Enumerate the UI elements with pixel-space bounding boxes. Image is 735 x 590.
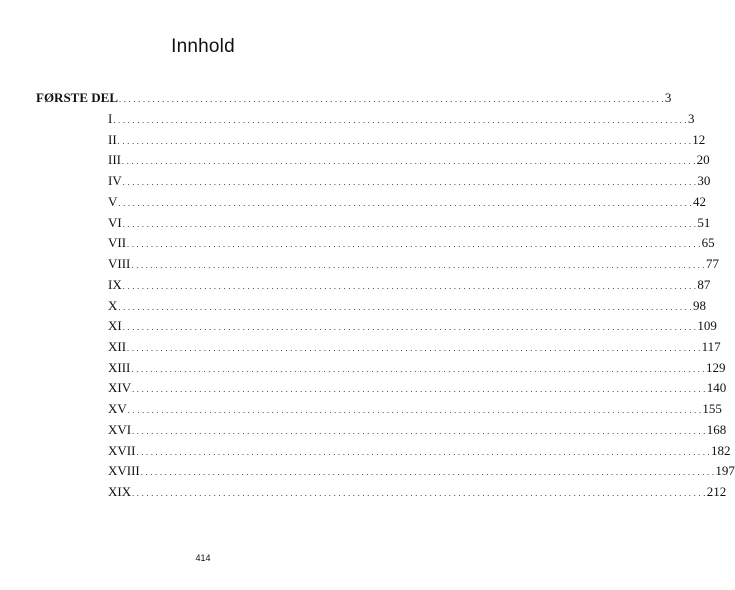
toc-chapter-page: 42 xyxy=(693,193,706,209)
toc-entry-chapter[interactable] xyxy=(108,359,726,377)
toc-chapter-label: I xyxy=(108,111,113,126)
toc-part-page: 3 xyxy=(664,90,672,105)
toc-entry-chapter[interactable] xyxy=(108,255,719,273)
toc-chapter-page: 212 xyxy=(706,484,727,499)
toc-chapter-page: 20 xyxy=(696,152,710,168)
toc-chapter-label: IV xyxy=(108,173,122,189)
toc-entry-chapter[interactable] xyxy=(108,131,706,149)
toc-dot-leader: . . . . . . . . . . . . . . . . . . . . . . . . . . . . . . . . . . . . . . . . . . . . . . . . . . . . . . . . . . . . . . . . . . . . . . . . . . . . . . . . . . . . . . . . . . . . . . . . . . . . . . . . . . . . . . . . . . . . . . . . xyxy=(127,406,702,416)
toc-entry-chapter[interactable] xyxy=(108,338,721,356)
toc-dot-leader: . . . . . . . . . . . . . . . . . . . . . . . . . . . . . . . . . . . . . . . . . . . . . . . . . . . . . . . . . . . . . . . . . . . . . . . . . . . . . . . . . . . . . . . . . . . . . . . . . . . . . . . . . . . . . . . . . . . . . . . . xyxy=(127,343,701,353)
toc-chapter-label: VIII xyxy=(108,256,131,271)
toc-dot-leader: . . . . . . . . . . . . . . . . . . . . . . . . . . . . . . . . . . . . . . . . . . . . . . . . . . . . . . . . . . . . . . . . . . . . . . . . . . . . . . . . . . . . . . . . . . . . . . . . . . . . . . . . . . . . . . . . . . . . . . . . xyxy=(113,116,687,125)
toc-entry-chapter[interactable] xyxy=(108,442,731,460)
toc-chapter-page: 109 xyxy=(697,318,717,334)
toc-chapter-label: XV xyxy=(108,401,127,417)
toc-chapter-label: VI xyxy=(108,214,122,230)
toc-chapter-page: 168 xyxy=(706,421,727,437)
toc-chapter-page: 12 xyxy=(692,131,706,147)
toc-dot-leader: . . . . . . . . . . . . . . . . . . . . . . . . . . . . . . . . . . . . . . . . . . . . . . . . . . . . . . . . . . . . . . . . . . . . . . . . . . . . . . . . . . . . . . . . . . . . . . . . . . . . . . . . . . . . . . . . . . . . . . . . xyxy=(122,219,697,229)
toc-dot-leader: . . . . . . . . . . . . . . . . . . . . . . . . . . . . . . . . . . . . . . . . . . . . . . . . . . . . . . . . . . . . . . . . . . . . . . . . . . . . . . . . . . . . . . . . . . . . . . . . . . . . . . . . . . . . . . . . . . . . . . . . xyxy=(122,323,697,333)
toc-chapter-label: XVI xyxy=(108,421,132,437)
toc-chapter-label: XIX xyxy=(108,484,132,499)
toc-entry-chapter[interactable] xyxy=(108,317,717,335)
toc-entry-chapter[interactable] xyxy=(108,462,735,480)
toc-dot-leader: . . . . . . . . . . . . . . . . . . . . . . . . . . . . . . . . . . . . . . . . . . . . . . . . . . . . . . . . . . . . . . . . . . . . . . . . . . . . . . . . . . . . . . . . . . . . . . . . . . . . . . . . . . . . . . . . . . . . . . . . xyxy=(132,426,706,436)
toc-entry-chapter[interactable] xyxy=(108,379,727,397)
toc-dot-leader: . . . . . . . . . . . . . . . . . . . . . . . . . . . . . . . . . . . . . . . . . . . . . . . . . . . . . . . . . . . . . . . . . . . . . . . . . . . . . . . . . . . . . . . . . . . . . . . . . . . . . . . . . . . . . . . . . . . . . . . . xyxy=(118,302,692,312)
toc-dot-leader: . . . . . . . . . . . . . . . . . . . . . . . . . . . . . . . . . . . . . . . . . . . . . . . . . . . . . . . . . . . . . . . . . . . . . . . . . . . . . . . . . . . . . . . . . . . . . . . . . . . . . . . . . . . . . . . . . . . . . . . . xyxy=(122,178,697,188)
toc-chapter-label: VII xyxy=(108,235,127,251)
toc-entry-chapter[interactable] xyxy=(108,400,722,418)
page-number: 414 xyxy=(195,553,211,563)
toc-chapter-page: 51 xyxy=(697,214,711,230)
toc-chapter-page: 77 xyxy=(706,256,719,271)
toc-chapter-page: 155 xyxy=(702,401,722,417)
toc-chapter-page: 3 xyxy=(687,111,695,126)
toc-entry-chapter[interactable] xyxy=(108,172,711,190)
toc-dot-leader: . . . . . . . . . . . . . . . . . . . . . . . . . . . . . . . . . . . . . . . . . . . . . . . . . . . . . . . . . . . . . . . . . . . . . . . . . . . . . . . . . . . . . . . . . . . . . . . . . . . . . . . . . . . . . . . . . . . . . . . . xyxy=(140,468,715,478)
toc-chapter-page: 140 xyxy=(706,380,727,396)
toc-chapter-page: 117 xyxy=(701,338,721,354)
toc-entry-chapter[interactable] xyxy=(108,276,711,294)
toc-chapter-page: 129 xyxy=(706,359,726,375)
toc-chapter-label: XIV xyxy=(108,380,132,396)
toc-chapter-label: IX xyxy=(108,276,122,292)
toc-entry-chapter[interactable] xyxy=(108,151,710,169)
toc-entry-chapter[interactable] xyxy=(108,193,706,211)
toc-entry-chapter[interactable] xyxy=(108,483,727,501)
toc-dot-leader: . . . . . . . . . . . . . . . . . . . . . . . . . . . . . . . . . . . . . . . . . . . . . . . . . . . . . . . . . . . . . . . . . . . . . . . . . . . . . . . . . . . . . . . . . . . . . . . . . . . . . . . . . . . . . . . . . . . . . . . . xyxy=(122,157,696,167)
toc-entry-chapter[interactable] xyxy=(108,297,706,315)
toc-dot-leader: . . . . . . . . . . . . . . . . . . . . . . . . . . . . . . . . . . . . . . . . . . . . . . . . . . . . . . . . . . . . . . . . . . . . . . . . . . . . . . . . . . . . . . . . . . . . . . . . . . . . . . . . . . . . . . . . . . . . . . . . xyxy=(122,281,697,291)
toc-chapter-label: V xyxy=(108,193,118,209)
toc-dot-leader: . . . . . . . . . . . . . . . . . . . . . . . . . . . . . . . . . . . . . . . . . . . . . . . . . . . . . . . . . . . . . . . . . . . . . . . . . . . . . . . . . . . . . . . . . . . . . . . . . . . . . . . . . . . . . . . . . . . . . . . . xyxy=(136,447,711,457)
toc-entry-chapter[interactable] xyxy=(108,421,727,439)
toc-chapter-label: XII xyxy=(108,338,127,354)
toc-chapter-page: 65 xyxy=(701,235,715,251)
toc-entry-chapter[interactable] xyxy=(108,110,695,128)
toc-dot-leader: . . . . . . . . . . . . . . . . . . . . . . . . . . . . . . . . . . . . . . . . . . . . . . . . . . . . . . . . . . . . . . . . . . . . . . . . . . . . . . . . . . . . . . . . . . . . . . . . . . . . . . . . . . . . . . . . . . . . . . . . xyxy=(132,489,706,498)
toc-chapter-page: 30 xyxy=(697,173,711,189)
toc-part-label: FØRSTE DEL xyxy=(36,90,118,105)
toc-chapter-page: 197 xyxy=(715,463,735,479)
toc-dot-leader: . . . . . . . . . . . . . . . . . . . . . . . . . . . . . . . . . . . . . . . . . . . . . . . . . . . . . . . . . . . . . . . . . . . . . . . . . . . . . . . . . . . . . . . . . . . . . . . . . . . . . . . . . . . . . . . . . . . . . . . . xyxy=(118,198,692,208)
toc-chapter-label: II xyxy=(108,131,117,147)
toc-entry-part[interactable] xyxy=(36,89,672,107)
toc-dot-leader: . . . . . . . . . . . . . . . . . . . . . . . . . . . . . . . . . . . . . . . . . . . . . . . . . . . . . . . . . . . . . . . . . . . . . . . . . . . . . . . . . . . . . . . . . . . . . . . . . . . . . . . . . . . . . . . . . . . . . . . . xyxy=(117,136,692,146)
toc-dot-leader: . . . . . . . . . . . . . . . . . . . . . . . . . . . . . . . . . . . . . . . . . . . . . . . . . . . . . . . . . . . . . . . . . . . . . . . . . . . . . . . . . . . . . . . . . . . . . . . . . . . . . . . . . . . . . . . . . . . . . . . . xyxy=(131,364,705,374)
toc-dot-leader: . . . . . . . . . . . . . . . . . . . . . . . . . . . . . . . . . . . . . . . . . . . . . . . . . . . . . . . . . . . . . . . . . . . . . . . . . . . . . . . . . . . . . . . . . . . . . . . . . . . . . . . . . . . . . . . . . . xyxy=(119,95,664,104)
toc-chapter-page: 98 xyxy=(693,297,706,313)
toc-dot-leader: . . . . . . . . . . . . . . . . . . . . . . . . . . . . . . . . . . . . . . . . . . . . . . . . . . . . . . . . . . . . . . . . . . . . . . . . . . . . . . . . . . . . . . . . . . . . . . . . . . . . . . . . . . . . . . . . . . . . . . . . xyxy=(127,240,701,250)
toc-dot-leader: . . . . . . . . . . . . . . . . . . . . . . . . . . . . . . . . . . . . . . . . . . . . . . . . . . . . . . . . . . . . . . . . . . . . . . . . . . . . . . . . . . . . . . . . . . . . . . . . . . . . . . . . . . . . . . . . . . . . . . . . xyxy=(132,385,706,395)
toc-chapter-label: XVIII xyxy=(108,463,140,479)
toc-chapter-label: III xyxy=(108,152,121,168)
toc-dot-leader: . . . . . . . . . . . . . . . . . . . . . . . . . . . . . . . . . . . . . . . . . . . . . . . . . . . . . . . . . . . . . . . . . . . . . . . . . . . . . . . . . . . . . . . . . . . . . . . . . . . . . . . . . . . . . . . . . . . . . . . . xyxy=(131,261,705,270)
toc-entry-chapter[interactable] xyxy=(108,234,715,252)
toc-chapter-label: XIII xyxy=(108,359,131,375)
toc-chapter-page: 182 xyxy=(711,442,731,458)
toc-chapter-label: XVII xyxy=(108,442,136,458)
toc-entry-chapter[interactable] xyxy=(108,214,711,232)
page-title: Innhold xyxy=(171,36,235,57)
toc-chapter-page: 87 xyxy=(697,276,711,292)
toc-chapter-label: XI xyxy=(108,318,122,334)
toc-chapter-label: X xyxy=(108,297,118,313)
